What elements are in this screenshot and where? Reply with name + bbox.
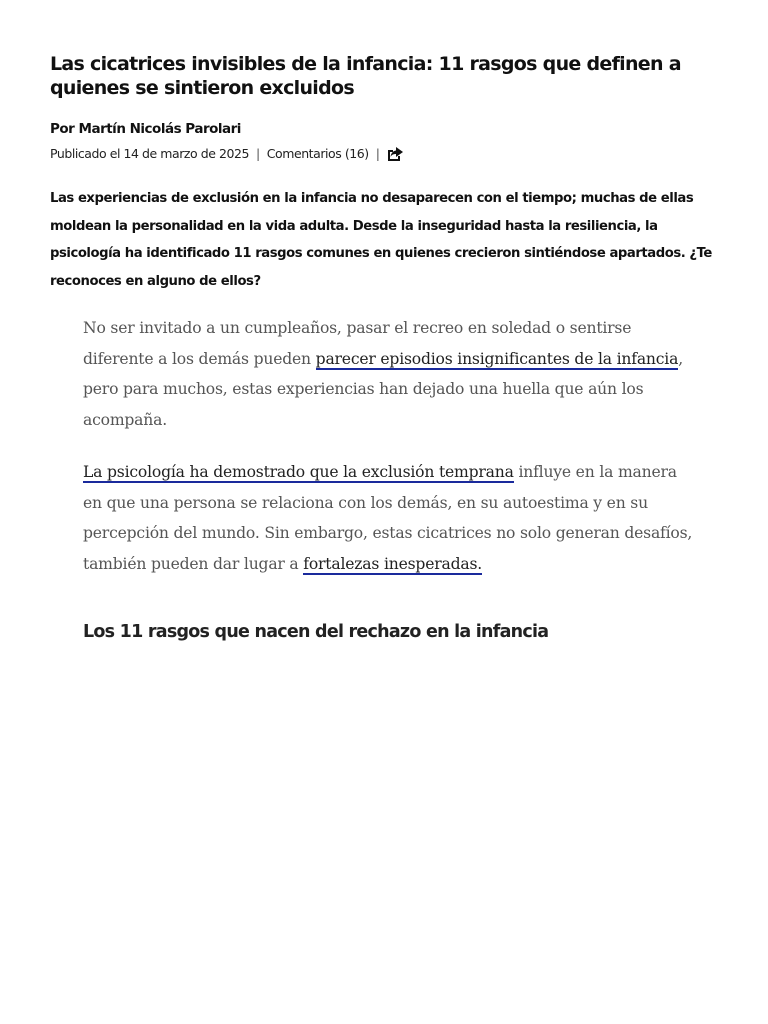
paragraph-text: , pero para muchos, estas experiencias han dejado una huella que aún los acompaña. (83, 349, 683, 429)
publish-date: Publicado el 14 de marzo de 2025 (50, 146, 249, 161)
inline-link[interactable]: fortalezas inesperadas. (303, 554, 483, 573)
meta-separator: | (375, 146, 380, 161)
inline-link[interactable]: parecer episodios insignificantes de la infancia (315, 349, 679, 368)
body-paragraph (83, 313, 693, 435)
article-meta (50, 145, 404, 163)
share-icon[interactable] (386, 146, 404, 162)
body-paragraph (83, 457, 693, 579)
section-heading: Los 11 rasgos que nacen del rechazo en la infancia (83, 622, 549, 642)
inline-link[interactable]: La psicología ha demostrado que la exclusión temprana (83, 463, 514, 481)
paragraph-text: influye en la manera en que una persona se relaciona con los demás, en su autoestima y en su percepción del mundo. Sin embargo, estas cicatrices no solo generan desafíos, también pueden dar lugar a (83, 463, 693, 573)
article-title: Las cicatrices invisibles de la infancia: 11 rasgos que definen a quienes se sintieron excluidos (50, 53, 681, 99)
article-lead: Las experiencias de exclusión en la infancia no desaparecen con el tiempo; muchas de ellas moldean la personalidad en la vida adulta. Desde la inseguridad hasta la resiliencia, la psicología ha identificado 11 rasgos comunes en quienes crecieron sintiéndose apartados. ¿Te reconoces en alguno de ellos? (50, 191, 712, 289)
meta-separator: | (256, 146, 260, 161)
author-name: Martín Nicolás Parolari (78, 121, 241, 137)
byline-prefix: Por (50, 121, 79, 137)
byline (50, 119, 241, 139)
comments-link[interactable]: Comentarios (16) (266, 146, 369, 161)
paragraph-text: No ser invitado a un cumpleaños, pasar el recreo en soledad o sentirse diferente a los demás pueden (83, 319, 632, 368)
